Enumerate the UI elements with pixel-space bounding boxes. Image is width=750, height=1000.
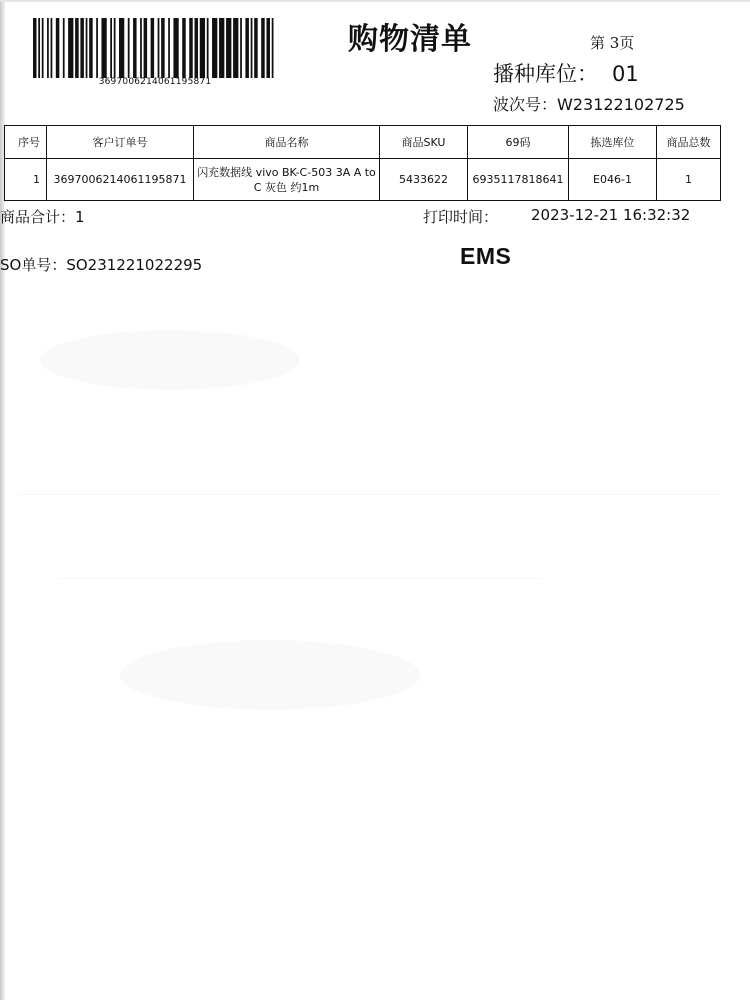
barcode-bar — [33, 18, 37, 78]
barcode-bar — [272, 18, 274, 78]
barcode-bar — [200, 18, 205, 78]
barcode-bar — [51, 18, 53, 78]
barcode-bar — [56, 18, 60, 78]
seeding-slot-value: 01 — [612, 62, 639, 86]
barcode-bar — [38, 18, 40, 78]
column-header-sku: 商品SKU — [380, 126, 468, 159]
wave-number-label: 波次号： — [493, 95, 558, 114]
item-total-label: 商品合计： — [0, 208, 76, 226]
cell-index: 1 — [5, 159, 47, 201]
barcode-bar — [80, 18, 84, 78]
table-row — [5, 159, 721, 201]
barcode-bar — [89, 18, 93, 78]
column-header-product-name: 商品名称 — [194, 126, 380, 159]
barcode-bar — [86, 18, 88, 78]
barcode-bar — [219, 18, 224, 78]
barcode-bar — [266, 18, 270, 78]
barcode-bar — [47, 18, 49, 78]
barcode-bar — [233, 18, 238, 78]
page-number: 第 3页 — [590, 34, 635, 52]
barcode-bar — [226, 18, 231, 78]
scan-edge-top — [0, 0, 750, 2]
barcode-bar — [68, 18, 73, 78]
barcode-bar — [140, 18, 142, 78]
barcode-bar — [251, 18, 253, 78]
barcode-bar — [173, 18, 178, 78]
column-header-quantity: 商品总数 — [657, 126, 721, 159]
carrier-name: EMS — [460, 243, 512, 269]
barcode-bar — [254, 18, 258, 78]
barcode-bar — [128, 18, 130, 78]
cell-69-code: 6935117818641 — [468, 159, 569, 201]
cell-order-no: 3697006214061195871 — [47, 159, 194, 201]
barcode — [33, 18, 277, 78]
scan-line — [60, 578, 540, 579]
print-time-value: 2023-12-21 16:32:32 — [531, 206, 691, 224]
barcode-bar — [207, 18, 209, 78]
cell-quantity: 1 — [657, 159, 721, 201]
column-header-pick-location: 拣选库位 — [569, 126, 657, 159]
barcode-bar — [161, 18, 165, 78]
barcode-bar — [182, 18, 186, 78]
column-header-69-code: 69码 — [468, 126, 569, 159]
scan-smudge — [120, 640, 420, 710]
scan-smudge — [40, 330, 300, 390]
barcode-bar — [110, 18, 112, 78]
barcode-number: 3697006214061195871 — [98, 77, 212, 87]
wave-number-value: W23122102725 — [557, 95, 685, 114]
cell-sku: 5433622 — [380, 159, 468, 201]
items-table — [4, 125, 721, 201]
barcode-bar — [158, 18, 160, 78]
cell-pick-location: E046-1 — [569, 159, 657, 201]
barcode-bar — [119, 18, 124, 78]
barcode-bar — [96, 18, 98, 78]
barcode-bar — [151, 18, 155, 78]
barcode-bar — [75, 18, 79, 78]
scan-line — [20, 494, 720, 495]
cell-product-name: 闪充数据线 vivo BK-C-503 3A A to C 灰色 约1m — [194, 159, 380, 201]
so-number-value: SO231221022295 — [66, 256, 203, 274]
barcode-bar — [42, 18, 44, 78]
barcode-bar — [189, 18, 193, 78]
barcode-bar — [245, 18, 249, 78]
barcode-bar — [212, 18, 217, 78]
barcode-bar — [168, 18, 170, 78]
barcode-bar — [101, 18, 106, 78]
barcode-bar — [240, 18, 242, 78]
barcode-graphic — [33, 18, 277, 78]
seeding-slot — [493, 58, 639, 88]
barcode-bar — [114, 18, 116, 78]
so-number — [0, 254, 202, 275]
barcode-bar — [261, 18, 265, 78]
barcode-bar — [133, 18, 137, 78]
item-total — [0, 206, 85, 227]
barcode-bar — [195, 18, 199, 78]
column-header-index: 序号 — [5, 126, 47, 159]
barcode-bar — [63, 18, 65, 78]
print-time-label: 打印时间： — [423, 208, 499, 226]
wave-number — [493, 92, 685, 115]
seeding-slot-label: 播种库位： — [493, 62, 598, 86]
page-title: 购物清单 — [348, 22, 472, 57]
so-number-label: SO单号： — [0, 256, 67, 274]
barcode-bar — [144, 18, 148, 78]
item-total-value: 1 — [75, 208, 85, 226]
column-header-order-no: 客户订单号 — [47, 126, 194, 159]
table-header-row — [5, 126, 721, 159]
